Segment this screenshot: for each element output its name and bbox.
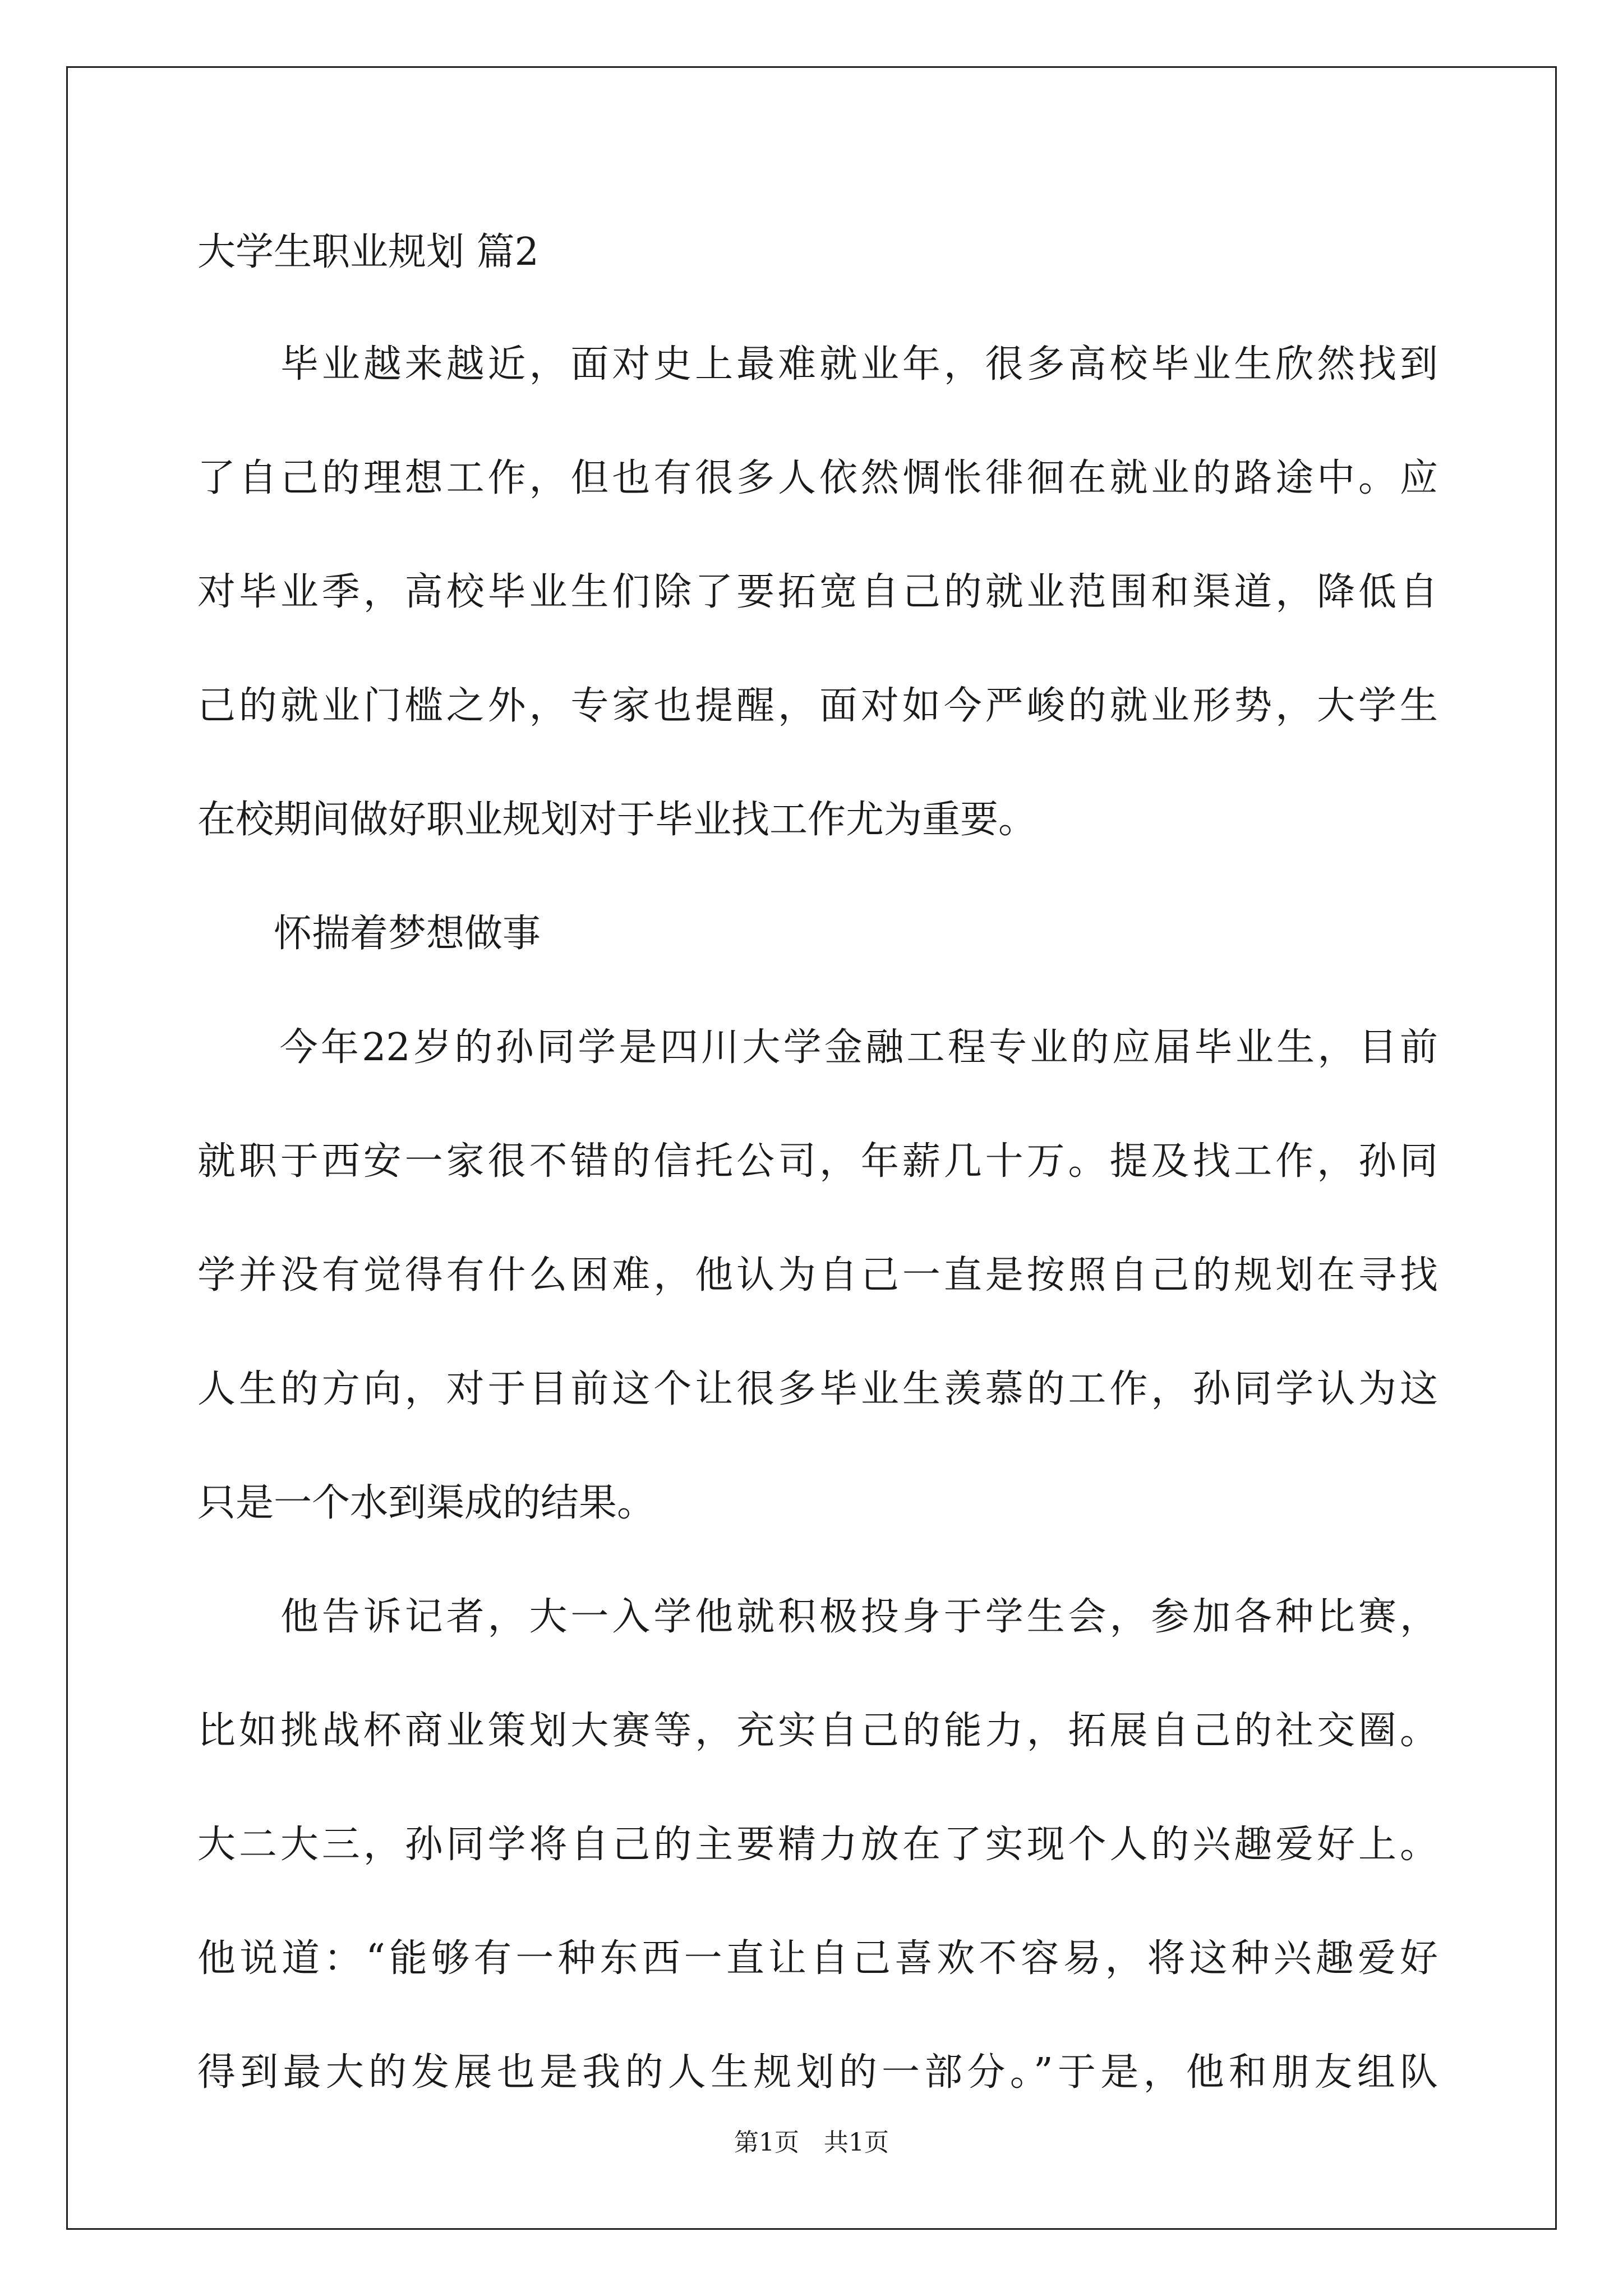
body-line-9: 学并没有觉得有什么困难，他认为自己一直是按照自己的规划在寻找 xyxy=(197,1253,1438,1297)
section-heading: 怀揣着梦想做事 xyxy=(197,912,541,956)
body-line-10: 人生的方向，对于目前这个让很多毕业生羡慕的工作，孙同学认为这 xyxy=(197,1367,1438,1411)
body-line-3: 对毕业季，高校毕业生们除了要拓宽自己的就业范围和渠道，降低自 xyxy=(197,570,1438,614)
body-line-4: 己的就业门槛之外，专家也提醒，面对如今严峻的就业形势，大学生 xyxy=(197,684,1438,728)
body-line-12: 他告诉记者，大一入学他就积极投身于学生会，参加各种比赛， xyxy=(197,1595,1438,1639)
body-line-1: 毕业越来越近，面对史上最难就业年，很多高校毕业生欣然找到 xyxy=(197,342,1438,386)
body-line-16: 得到最大的发展也是我的人生规划的一部分。”于是，他和朋友组队 xyxy=(197,2050,1438,2095)
body-line-2: 了自己的理想工作，但也有很多人依然惆怅徘徊在就业的路途中。应 xyxy=(197,456,1438,500)
body-line-13: 比如挑战杯商业策划大赛等，充实自己的能力，拓展自己的社交圈。 xyxy=(197,1709,1438,1753)
body-line-15: 他说道：“能够有一种东西一直让自己喜欢不容易，将这种兴趣爱好 xyxy=(197,1936,1438,1981)
body-line-7: 今年22岁的孙同学是四川大学金融工程专业的应届毕业生，目前 xyxy=(197,1025,1438,1070)
body-line-11: 只是一个水到渠成的结果。 xyxy=(197,1481,656,1525)
document-title: 大学生职业规划 篇2 xyxy=(197,230,539,274)
page-footer: 第1页 共1页 xyxy=(734,2128,889,2157)
body-line-5: 在校期间做好职业规划对于毕业找工作尤为重要。 xyxy=(197,798,1037,842)
body-line-8: 就职于西安一家很不错的信托公司，年薪几十万。提及找工作，孙同 xyxy=(197,1139,1438,1184)
body-line-14: 大二大三，孙同学将自己的主要精力放在了实现个人的兴趣爱好上。 xyxy=(197,1823,1438,1867)
